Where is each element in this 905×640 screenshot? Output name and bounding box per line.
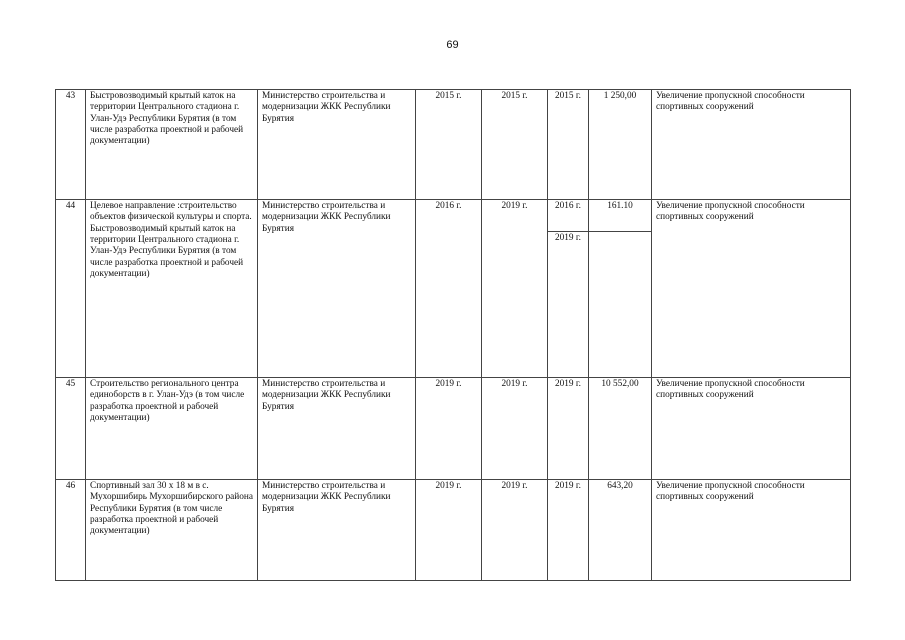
funding-year: 2019 г. [548,480,589,581]
table-row [56,480,851,581]
funding-year: 2019 г. [548,378,589,480]
responsible-ministry: Министерство строительства и модернизации ЖКК Республики Бурятия [258,90,416,200]
page-number: 69 [446,39,459,51]
funding-year: 2015 г. [548,90,589,200]
start-year: 2015 г. [416,90,482,200]
row-number: 45 [56,378,86,480]
end-year: 2019 г. [482,200,548,378]
funding-amount: 10 552,00 [589,378,652,480]
funding-amount: 643,20 [589,480,652,581]
funding-year: 2019 г. [548,232,589,378]
expected-result: Увеличение пропускной способности спортивных сооружений [652,90,851,200]
row-number: 46 [56,480,86,581]
end-year: 2019 г. [482,378,548,480]
table-row [56,200,851,232]
funding-amount: 161.10 [589,200,652,232]
end-year: 2015 г. [482,90,548,200]
expected-result: Увеличение пропускной способности спортивных сооружений [652,480,851,581]
responsible-ministry: Министерство строительства и модернизации ЖКК Республики Бурятия [258,480,416,581]
project-name: Спортивный зал 30 х 18 м в с. Мухоршибирь Мухоршибирского района Республики Бурятия (в том числе разработка проектной и рабочей документации) [86,480,258,581]
expected-result: Увеличение пропускной способности спортивных сооружений [652,378,851,480]
start-year: 2019 г. [416,378,482,480]
end-year: 2019 г. [482,480,548,581]
project-name: Быстровозводимый крытый каток на территории Центрального стадиона г. Улан-Удэ Республики Бурятия (в том числе разработка проектной и рабочей документации) [86,90,258,200]
row-number: 44 [56,200,86,378]
expected-result: Увеличение пропускной способности спортивных сооружений [652,200,851,378]
funding-amount: 1 250,00 [589,90,652,200]
project-name: Строительство регионального центра единоборств в г. Улан-Удэ (в том числе разработка проектной и рабочей документации) [86,378,258,480]
projects-table [55,89,851,581]
responsible-ministry: Министерство строительства и модернизации ЖКК Республики Бурятия [258,200,416,378]
start-year: 2016 г. [416,200,482,378]
row-number: 43 [56,90,86,200]
table-row [56,378,851,480]
funding-amount [589,232,652,378]
responsible-ministry: Министерство строительства и модернизации ЖКК Республики Бурятия [258,378,416,480]
start-year: 2019 г. [416,480,482,581]
project-name: Целевое направление :строительство объектов физической культуры и спорта. Быстровозводимый крытый каток на территории Центрального стадиона г. Улан-Удэ Республики Бурятия (в том числе разработка проектной и рабочей документации) [86,200,258,378]
funding-year: 2016 г. [548,200,589,232]
table-row [56,90,851,200]
